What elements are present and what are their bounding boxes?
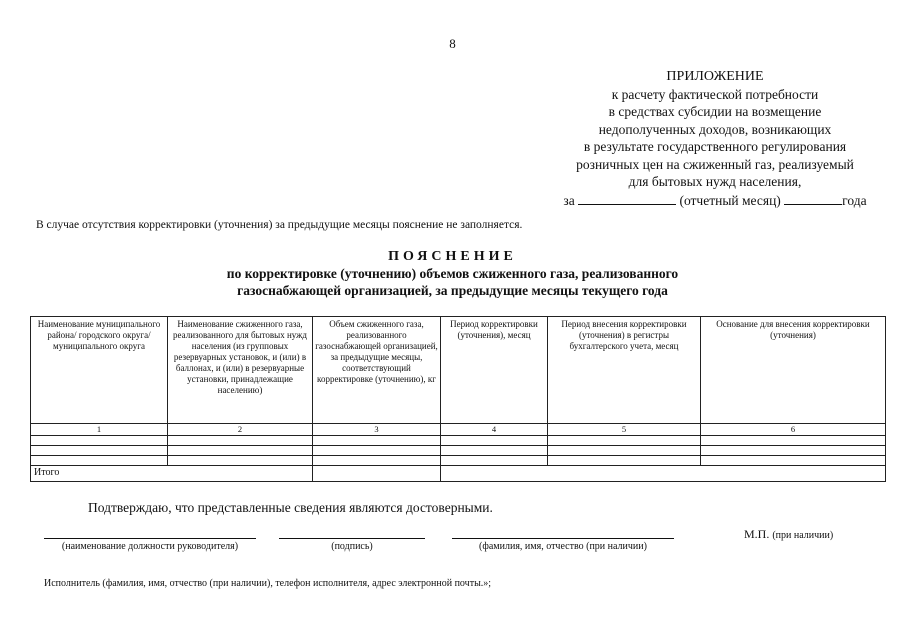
stamp-note: (при наличии) xyxy=(772,530,834,541)
table-cell[interactable] xyxy=(441,436,548,446)
total-label: Итого xyxy=(31,466,313,482)
table-row xyxy=(31,436,886,446)
name-signature-block xyxy=(452,538,674,552)
total-cell[interactable] xyxy=(313,466,441,482)
correction-table xyxy=(30,316,886,482)
column-header: Объем сжиженного газа, реализованного газоснабжающей организацией, за предыдущие месяцы, соответствующий корректировке (уточнению), кг xyxy=(313,317,441,424)
column-number: 1 xyxy=(31,424,168,436)
table-row xyxy=(31,446,886,456)
appendix-line: недополученных доходов, возникающих xyxy=(598,121,832,137)
period-suffix: года xyxy=(842,192,867,208)
document-subtitle: газоснабжающей организацией, за предыдущие месяцы текущего года xyxy=(237,283,668,298)
column-number: 6 xyxy=(701,424,886,436)
name-caption: (фамилия, имя, отчество (при наличии) xyxy=(479,541,647,552)
stamp-place xyxy=(744,527,833,542)
table-cell[interactable] xyxy=(701,446,886,456)
appendix-line: для бытовых нужд населения, xyxy=(628,174,802,189)
table-cell[interactable] xyxy=(31,436,168,446)
reporting-period xyxy=(540,191,890,210)
column-header: Период корректировки (уточнения), месяц xyxy=(441,317,548,424)
column-header: Наименование муниципального района/ городского округа/ муниципального округа xyxy=(31,317,168,424)
table-cell[interactable] xyxy=(548,456,701,466)
table-cell[interactable] xyxy=(168,446,313,456)
stamp-label: М.П. xyxy=(744,527,770,541)
column-number: 5 xyxy=(548,424,701,436)
signature-caption: (подпись) xyxy=(331,541,373,552)
column-header: Основание для внесения корректировки (уточнения) xyxy=(701,317,886,424)
table-header-row xyxy=(31,317,886,424)
table-cell[interactable] xyxy=(313,436,441,446)
table-cell[interactable] xyxy=(701,436,886,446)
table-row xyxy=(31,456,886,466)
signature-line[interactable] xyxy=(279,538,425,539)
column-header: Наименование сжиженного газа, реализованного для бытовых нужд населения (из групповых резервуарных установок, и (или) в баллонах, и (или) в резервуарные установки, принадлежащие населению) xyxy=(168,317,313,424)
column-header: Период внесения корректировки (уточнения) в регистры бухгалтерского учета, месяц xyxy=(548,317,701,424)
total-empty-cell xyxy=(441,466,886,482)
appendix-line: к расчету фактической потребности xyxy=(611,86,819,102)
column-number: 3 xyxy=(313,424,441,436)
year-blank-field[interactable] xyxy=(784,191,842,205)
position-signature-block xyxy=(44,538,256,552)
period-month-caption: (отчетный месяц) xyxy=(679,192,781,208)
table-cell[interactable] xyxy=(31,446,168,456)
table-cell[interactable] xyxy=(168,436,313,446)
appendix-line: в результате государственного регулирования xyxy=(583,139,847,154)
column-number-row xyxy=(31,424,886,436)
document-header xyxy=(0,248,905,299)
total-row xyxy=(31,466,886,482)
position-line[interactable] xyxy=(44,538,256,539)
table-cell[interactable] xyxy=(31,456,168,466)
table-cell[interactable] xyxy=(548,436,701,446)
signature-block xyxy=(279,538,425,552)
table-cell[interactable] xyxy=(441,456,548,466)
column-number: 2 xyxy=(168,424,313,436)
appendix-title: ПРИЛОЖЕНИЕ xyxy=(666,69,764,84)
confirmation-statement: Подтверждаю, что представленные сведения являются достоверными. xyxy=(88,500,493,515)
document-title: ПОЯСНЕНИЕ xyxy=(388,249,517,264)
period-prefix: за xyxy=(563,192,575,208)
appendix-line: в средствах субсидии на возмещение xyxy=(608,104,822,119)
table-cell[interactable] xyxy=(313,456,441,466)
appendix-line: розничных цен на сжиженный газ, реализуемый xyxy=(576,156,854,172)
table-cell[interactable] xyxy=(441,446,548,456)
position-caption: (наименование должности руководителя) xyxy=(61,541,239,552)
executor-note: Исполнитель (фамилия, имя, отчество (при наличии), телефон исполнителя, адрес электронной почты.»; xyxy=(44,578,492,589)
column-number: 4 xyxy=(441,424,548,436)
table-cell[interactable] xyxy=(548,446,701,456)
instruction-note: В случае отсутствия корректировки (уточнения) за предыдущие месяцы пояснение не заполняется. xyxy=(36,219,523,231)
month-blank-field[interactable] xyxy=(578,191,676,205)
page-number: 8 xyxy=(449,36,456,51)
table-cell[interactable] xyxy=(168,456,313,466)
appendix-block xyxy=(540,68,890,209)
table-cell[interactable] xyxy=(313,446,441,456)
table-cell[interactable] xyxy=(701,456,886,466)
document-subtitle: по корректировке (уточнению) объемов сжиженного газа, реализованного xyxy=(226,266,679,281)
name-line[interactable] xyxy=(452,538,674,539)
